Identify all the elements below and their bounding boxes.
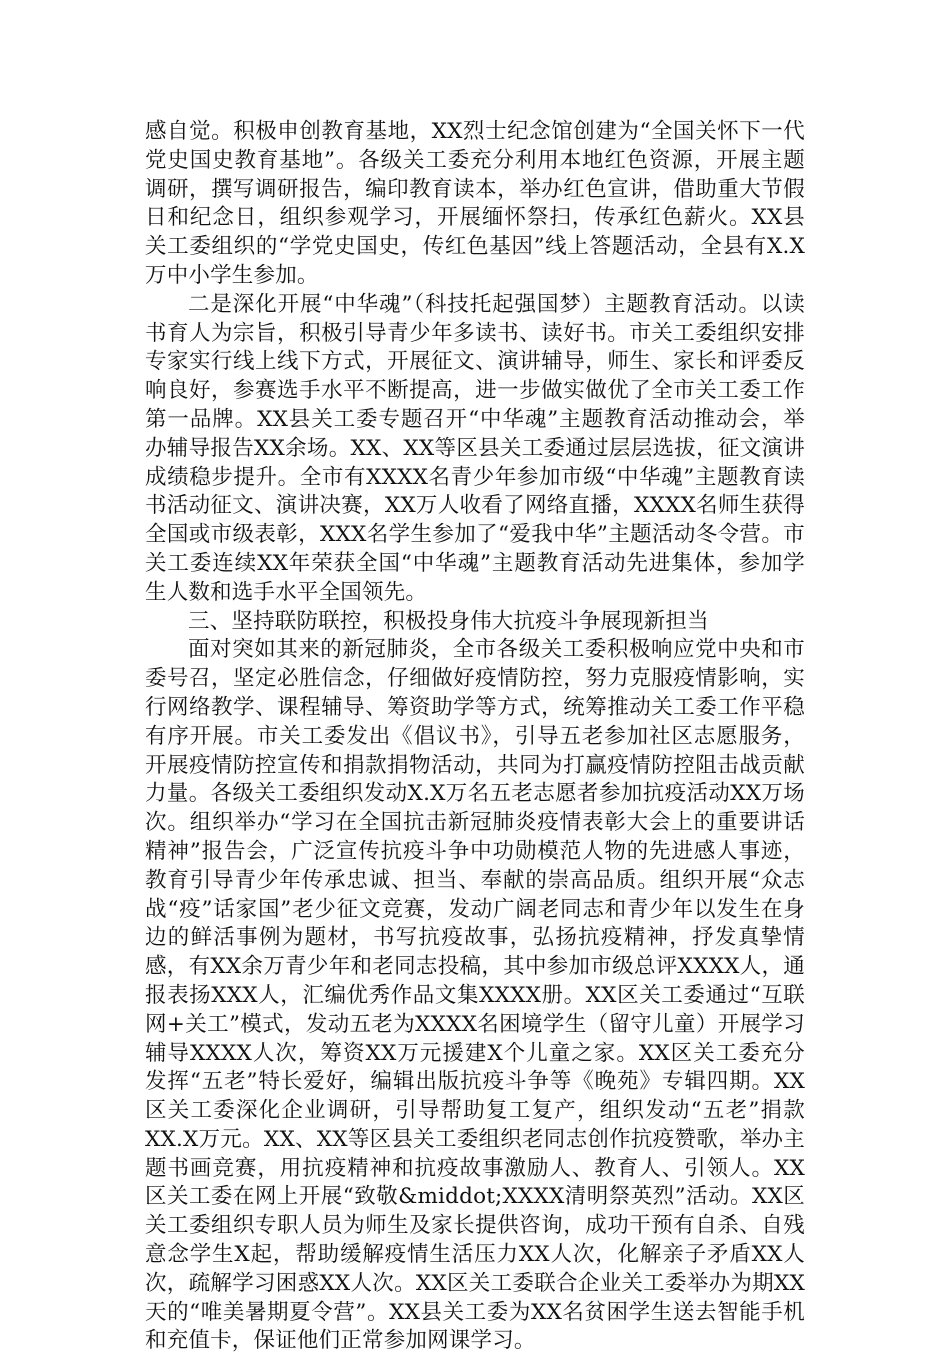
paragraph-epidemic: 面对突如其来的新冠肺炎，全市各级关工委积极响应党中央和市委号召，坚定必胜信念，仔细做好疫情防控，努力克服疫情影响，实行网络教学、课程辅导、筹资助学等方式，统筹推动关工委工作平稳有序开展。市关工委发出《倡议书》，引导五老参加社区志愿服务，开展疫情防控宣传和捐款捐物活动，共同为打赢疫情防控阻击战贡献力量。各级关工委组织发动X.X万名五老志愿者参加抗疫活动XX万场次。组织举办“学习在全国抗击新冠肺炎疫情表彰大会上的重要讲话精神”报告会，广泛宣传抗疫斗争中功勋模范人物的先进感人事迹，教育引导青少年传承忠诚、担当、奉献的崇高品质。组织开展“众志战“疫”话家国”老少征文竞赛，发动广阔老同志和青少年以发生在身边的鲜活事例为题材，书写抗疫故事，弘扬抗疫精神，抒发真挚情感，有XX余万青少年和老同志投稿，其中参加市级总评XXXX人，通报表扬XXX人，汇编优秀作品文集XXXX册。XX区关工委通过“互联网+关工”模式，发动五老为XXXX名困境学生（留守儿童）开展学习辅导XXXX人次，筹资XX万元援建X个儿童之家。XX区关工委充分发挥“五老”特长爱好，编辑出版抗疫斗争等《晚苑》专辑四期。XX区关工委深化企业调研，引导帮助复工复产，组织发动“五老”捐款XX.X万元。XX、XX等区县关工委组织老同志创作抗疫赞歌，举办主题书画竞赛，用抗疫精神和抗疫故事激励人、教育人、引领人。XX区关工委在网上开展“致敬&middot;XXXX清明祭英烈”活动。XX区关工委组织专职人员为师生及家长提供咨询，成功干预有自杀、自残意念学生X起，帮助缓解疫情生活压力XX人次，化解亲子矛盾XX人次，疏解学习困惑XX人次。XX区关工委联合企业关工委举办为期XX天的“唯美暑期夏令营”。XX县关工委为XX名贫困学生送去智能手机和充值卡，保证他们正常参加网课学习。 <box>145 637 805 1354</box>
paragraph-continuation: 感自觉。积极申创教育基地，XX烈士纪念馆创建为“全国关怀下一代党史国史教育基地”。各级关工委充分利用本地红色资源，开展主题调研，撰写调研报告，编印教育读本，举办红色宣讲，借助重大节假日和纪念日，组织参观学习，开展缅怀祭扫，传承红色薪火。XX县关工委组织的“学党史国史，传红色基因”线上答题活动，全县有X.X万中小学生参加。 <box>145 119 805 288</box>
section-heading-3: 三、坚持联防联控，积极投身伟大抗疫斗争展现新担当 <box>188 608 709 634</box>
paragraph-zhonghuahun: 二是深化开展“中华魂”（科技托起强国梦）主题教育活动。以读书育人为宗旨，积极引导青少年多读书、读好书。市关工委组织安排专家实行线上线下方式，开展征文、演讲辅导，师生、家长和评委反响良好，参赛选手水平不断提高，进一步做实做优了全市关工委工作第一品牌。XX县关工委专题召开“中华魂”主题教育活动推动会，举办辅导报告XX余场。XX、XX等区县关工委通过层层选拔，征文演讲成绩稳步提升。全市有XXXX名青少年参加市级“中华魂”主题教育读书活动征文、演讲决赛，XX万人收看了网络直播，XXXX名师生获得全国或市级表彰，XXX名学生参加了“爱我中华”主题活动冬令营。市关工委连续XX年荣获全国“中华魂”主题教育活动先进集体，参加学生人数和选手水平全国领先。 <box>145 291 805 605</box>
document-body <box>145 118 805 1356</box>
